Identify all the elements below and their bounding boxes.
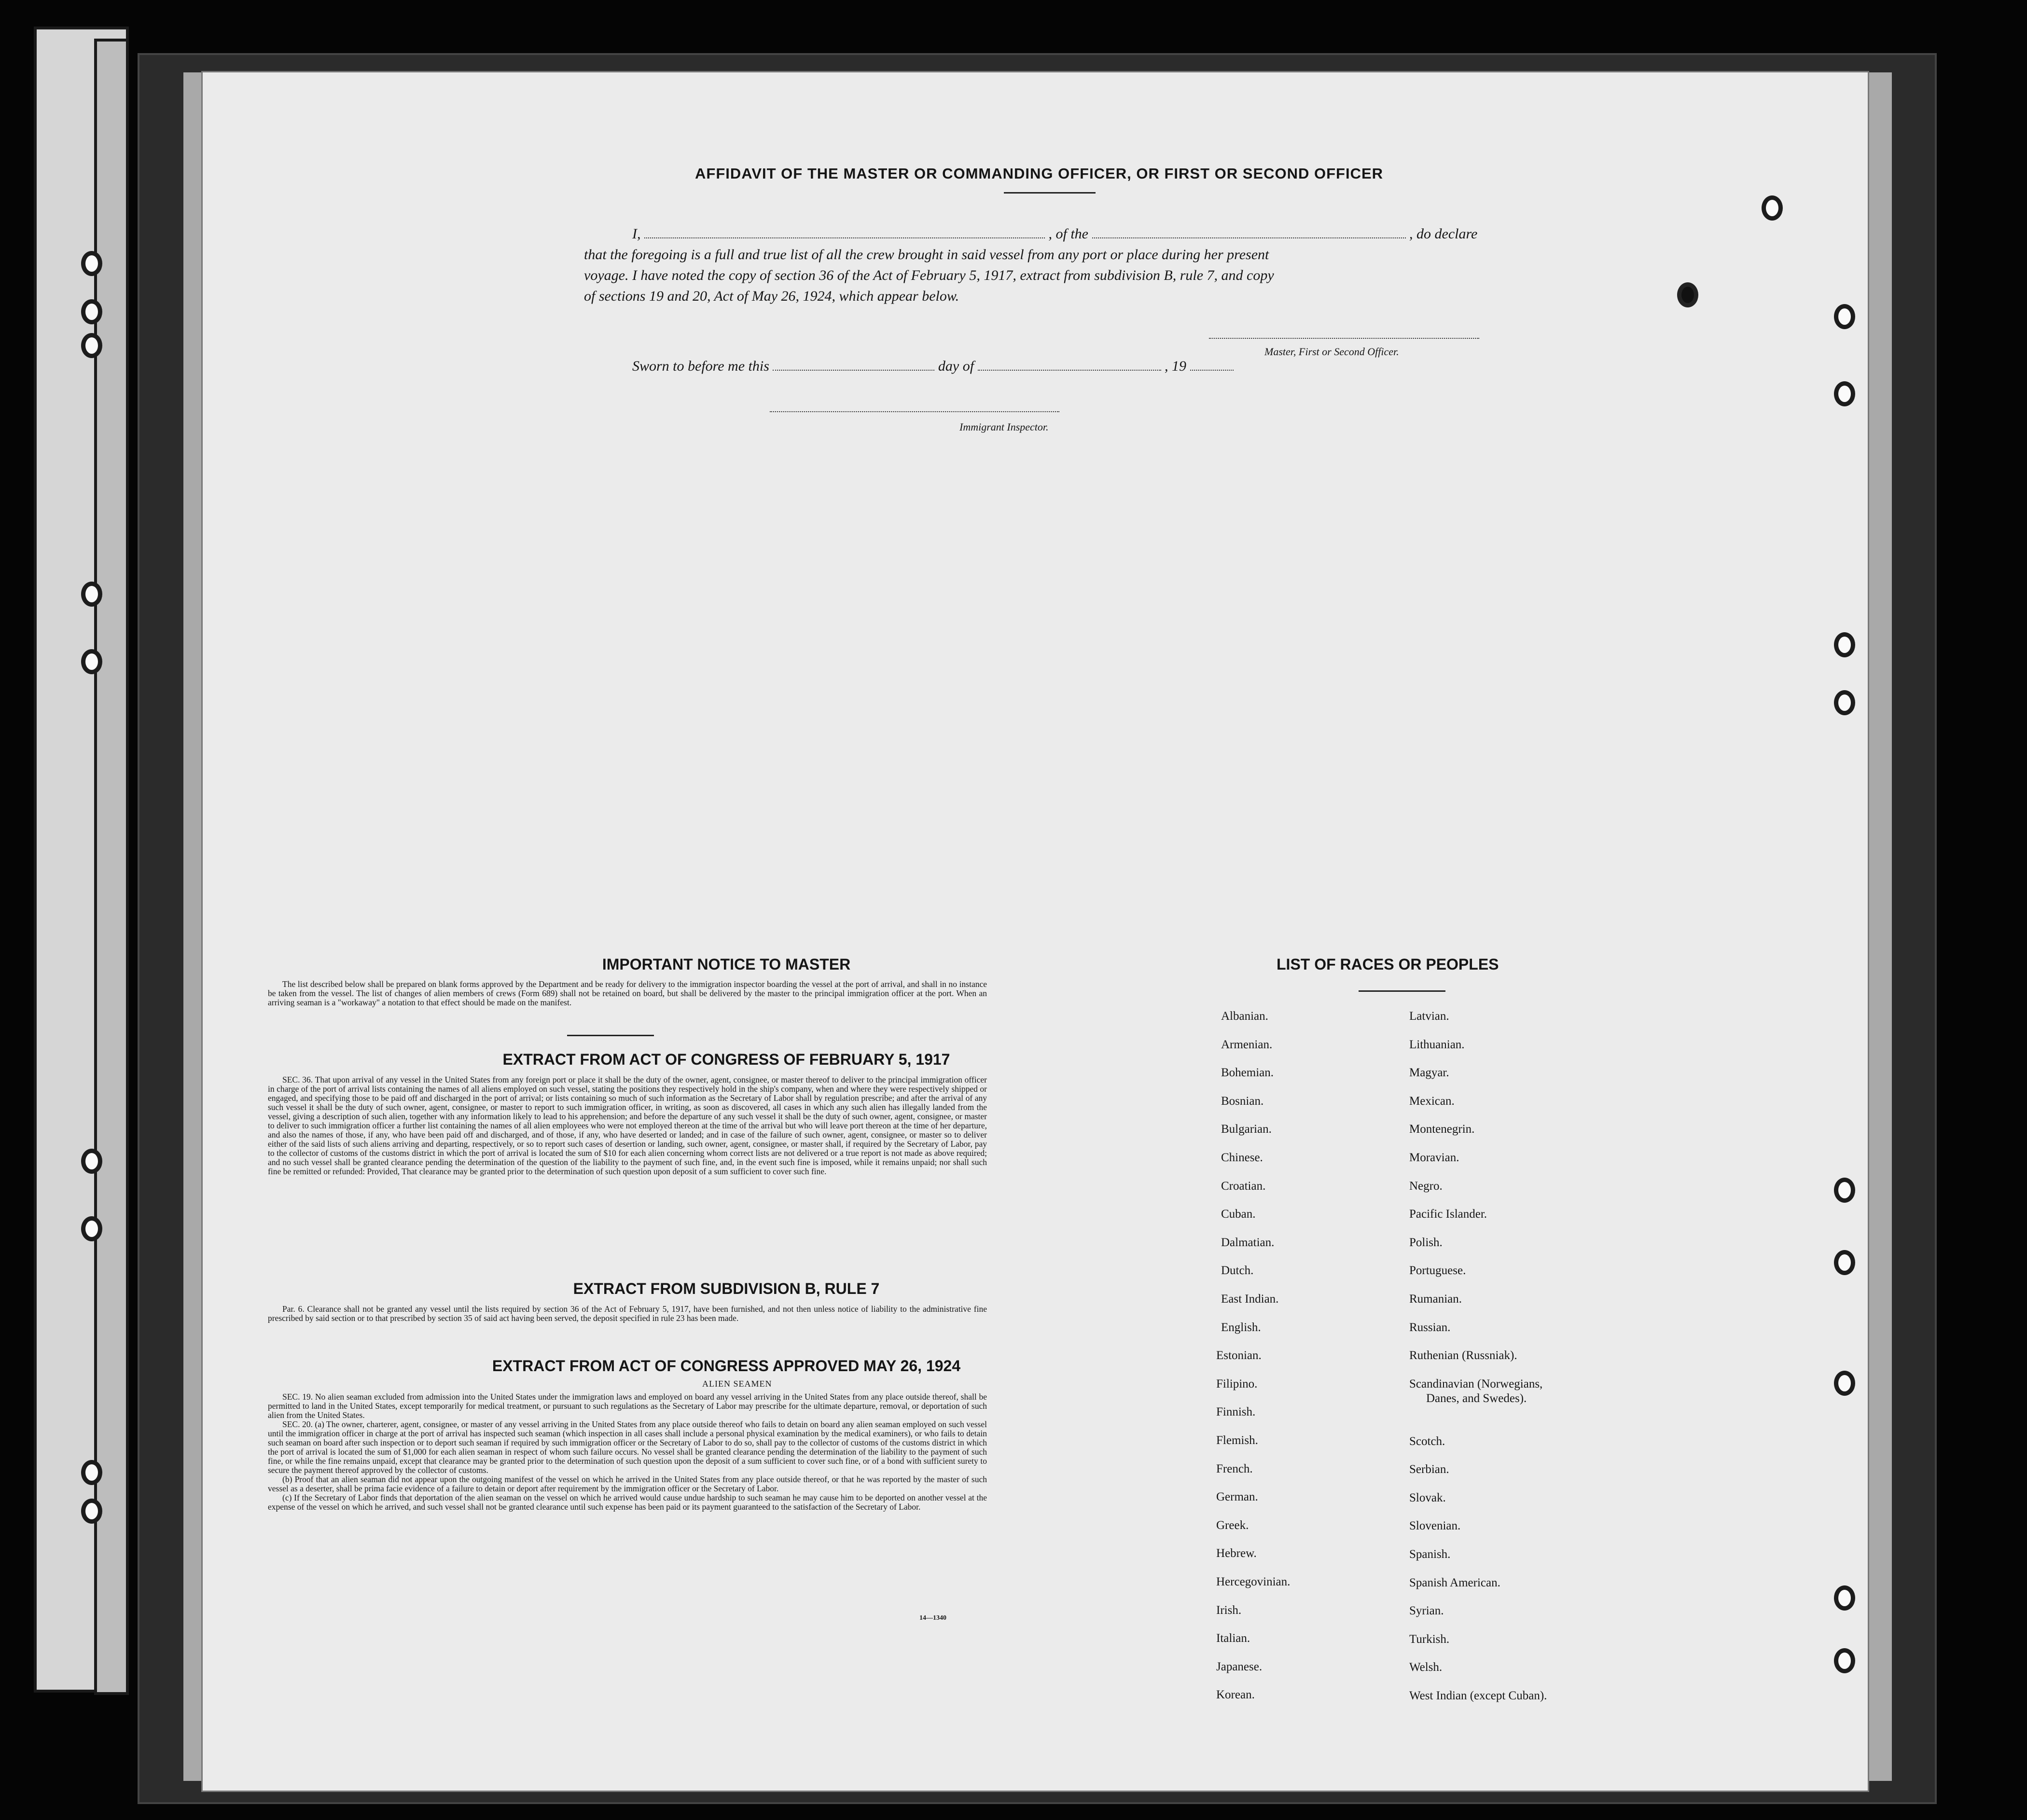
binder-hole-icon [81, 649, 102, 674]
race-item: Hercegovinian. [1216, 1575, 1291, 1588]
race-item: Korean. [1216, 1688, 1255, 1701]
affidavit-line-2: that the foregoing is a full and true list of all the crew brought in said vessel from any port or place during her present [584, 247, 1269, 263]
race-item: Magyar. [1409, 1066, 1449, 1079]
race-item: Italian. [1216, 1632, 1250, 1645]
binder-hole-icon [81, 299, 102, 324]
race-item: Pacific Islander. [1409, 1208, 1487, 1221]
race-item: Armenian. [1221, 1038, 1273, 1051]
race-item: Chinese. [1221, 1151, 1263, 1164]
inspector-signature-line [770, 411, 1059, 412]
race-item: East Indian. [1221, 1292, 1279, 1306]
binder-hole-icon [81, 333, 102, 358]
race-item: German. [1216, 1490, 1258, 1503]
race-item: Mexican. [1409, 1095, 1455, 1108]
binder-hole-icon [81, 1460, 102, 1485]
race-item: English. [1221, 1321, 1261, 1334]
race-item: Rumanian. [1409, 1292, 1462, 1306]
extract-1917-heading: EXTRACT FROM ACT OF CONGRESS OF FEBRUARY 5, 1917 [502, 1051, 950, 1068]
punch-hole-icon [1834, 1178, 1855, 1203]
race-item: Bosnian. [1221, 1095, 1264, 1108]
race-item: French. [1216, 1462, 1253, 1475]
divider [1004, 192, 1096, 194]
race-item: Negro. [1409, 1180, 1443, 1193]
race-item: Lithuanian. [1409, 1038, 1465, 1051]
race-item: Bulgarian. [1221, 1123, 1272, 1136]
race-item: Serbian. [1409, 1463, 1449, 1476]
extract-1924-text [268, 1392, 987, 1512]
divider [567, 1035, 654, 1036]
sec-20b-text: (b) Proof that an alien seaman did not appear upon the outgoing manifest of the vessel on which he arrived in the United States from any place outside thereof, or that he was reported by the master of such vessel as a deserter, shall be prima facie evidence of a failure to detain or deport after requirement by the immigration officer or the Secretary of Labor. [268, 1474, 987, 1493]
race-item: Slovenian. [1409, 1519, 1461, 1532]
race-item: Filipino. [1216, 1377, 1258, 1390]
race-item: Scandinavian (Norwegians, [1409, 1377, 1543, 1390]
extract-rule7-text: Par. 6. Clearance shall not be granted any vessel until the lists required by section 36 of the Act of February 5, 1917, have been furnished, and not then unless notice of liability to the administrative fine prescribed by said section or to that prescribed by section 35 of said act having been served, the deposit specified in rule 23 has been made. [268, 1304, 987, 1323]
inspector-signature-label: Immigrant Inspector. [959, 421, 1049, 433]
punch-hole-icon [1762, 195, 1783, 221]
affidavit-line-1: I, , of the , do declare [632, 226, 1478, 242]
binder-hole-icon [81, 251, 102, 276]
binder-spine-inner [94, 39, 129, 1695]
race-item: Estonian. [1216, 1349, 1262, 1362]
race-item: Montenegrin. [1409, 1123, 1475, 1136]
extract-rule7-heading: EXTRACT FROM SUBDIVISION B, RULE 7 [573, 1280, 880, 1297]
race-item: Albanian. [1221, 1010, 1268, 1023]
race-item: Bohemian. [1221, 1066, 1274, 1079]
binder-hole-icon [81, 1499, 102, 1524]
race-item: West Indian (except Cuban). [1409, 1689, 1547, 1702]
master-signature-label: Master, First or Second Officer. [1264, 346, 1399, 358]
divider [1359, 990, 1445, 992]
race-item: Scotch. [1409, 1435, 1445, 1448]
extract-1917-text: SEC. 36. That upon arrival of any vessel in the United States from any foreign port or place it shall be the duty of the owner, agent, consignee, or master thereof to deliver to the principal immigration officer in charge of the port of arrival lists containing the names of all aliens employed on such vessel, stating the positions they respectively hold in the ship's company, when and where they were respectively shipped or engaged, and specifying those to be paid off and discharged in the port of arrival; or lists containing so much of such information as the Secretary of Labor shall by regulation prescribe; and after the arrival of any such vessel it shall be the duty of such owner, agent, consignee, or master to report to such immigration officer, in writing, as soon as discovered, all cases in which any such alien has illegally landed from the vessel, giving a description of such alien, together with any information likely to lead to his apprehension; and before the departure of any such vessel it shall be the duty of such owner, agent, consignee, or master to deliver to such immigration officer a further list containing the names of all alien employees who were not employed thereon at the time of the arrival but who will leave port thereon at the time of her departure, and also the names of those, if any, who have been paid off and discharged, and of those, if any, who have deserted or landed; and in case of the failure of such owner, agent, consignee, or master so to deliver either of the said lists of such aliens arriving and departing, respectively, or so to report such cases of desertion or landing, such owner, agent, consignee, or master shall, if required by the Secretary of Labor, pay to the collector of customs of the customs district in which the port of arrival is located the sum of $10 for each alien concerning whom correct lists are not delivered or a true report is not made as above required; and no such vessel shall be granted clearance pending the determination of the question of the liability to the payment of such fine, and, in the event such fine is imposed, while it remains unpaid; nor shall such fine be remitted or refunded: Provided, That clearance may be granted prior to the determination of such question upon deposit of a sum sufficient to cover such fine. [268, 1075, 987, 1176]
race-item: Irish. [1216, 1604, 1242, 1617]
binder-hole-icon [81, 1149, 102, 1174]
sworn-line: Sworn to before me this day of , 19 [632, 358, 1234, 375]
race-item: Russian. [1409, 1321, 1451, 1334]
race-item-continuation: Danes, and Swedes). [1426, 1392, 1527, 1405]
punch-hole-icon [1834, 690, 1855, 715]
punch-hole-icon [1677, 282, 1698, 307]
races-heading: LIST OF RACES OR PEOPLES [1277, 956, 1499, 973]
race-item: Spanish American. [1409, 1576, 1500, 1589]
race-item: Moravian. [1409, 1151, 1459, 1164]
race-item: Slovak. [1409, 1491, 1446, 1504]
binder-hole-icon [81, 582, 102, 607]
race-item: Dalmatian. [1221, 1236, 1275, 1249]
race-item: Flemish. [1216, 1434, 1258, 1447]
punch-hole-icon [1834, 304, 1855, 329]
binder-hole-icon [81, 1216, 102, 1241]
affidavit-heading: AFFIDAVIT OF THE MASTER OR COMMANDING OFFICER, OR FIRST OR SECOND OFFICER [695, 165, 1384, 182]
race-item: Japanese. [1216, 1660, 1263, 1673]
extract-1924-heading: EXTRACT FROM ACT OF CONGRESS APPROVED MAY 26, 1924 [492, 1357, 961, 1375]
sec-20a-text: SEC. 20. (a) The owner, charterer, agent, consignee, or master of any vessel arriving in the United States from any place outside thereof who fails to detain on board any alien seaman employed on such vessel until the immigration officer in charge at the port of arrival has inspected such seaman (which inspection in all cases shall include a personal physical examination by the medical examiners), or who fails to detain such seaman on board after such inspection or to deport such seaman if required by such immigration officer or the Secretary of Labor to do so, shall pay to the collector of customs of the customs district in which the port of arrival is located the sum of $1,000 for each alien seaman in respect of whom such failure occurs. No vessel shall be granted clearance pending the determination of the liability to the payment of such fine, or while the fine remains unpaid, except that clearance may be granted prior to the determination of such question upon the deposit of a sum sufficient to cover such fine, or of a bond with sufficient surety to secure the payment thereof approved by the collector of customs. [268, 1419, 987, 1475]
affidavit-line-3: voyage. I have noted the copy of section 36 of the Act of February 5, 1917, extract from subdivision B, rule 7, and copy [584, 267, 1274, 283]
alien-seamen-subheading: ALIEN SEAMEN [702, 1379, 772, 1389]
race-item: Turkish. [1409, 1633, 1450, 1646]
race-item: Cuban. [1221, 1208, 1256, 1221]
punch-hole-icon [1834, 1250, 1855, 1275]
punch-hole-icon [1834, 1648, 1855, 1673]
notice-text: The list described below shall be prepared on blank forms approved by the Department and be ready for delivery to the immigration inspector boarding the vessel at the port of arrival, and shall in no instance be taken from the vessel. The list of changes of alien members of crews (Form 689) shall not be retained on board, but shall be delivered by the master to the principal immigration officer at the port. When an arriving seaman is a "workaway" a notation to that effect should be made on the manifest. [268, 979, 987, 1007]
notice-heading: IMPORTANT NOTICE TO MASTER [602, 956, 851, 973]
race-item: Finnish. [1216, 1405, 1256, 1418]
race-item: Polish. [1409, 1236, 1443, 1249]
punch-hole-icon [1834, 632, 1855, 657]
punch-hole-icon [1834, 1371, 1855, 1396]
punch-hole-icon [1834, 1585, 1855, 1611]
race-item: Ruthenian (Russniak). [1409, 1349, 1517, 1362]
punch-hole-icon [1834, 381, 1855, 406]
race-item: Hebrew. [1216, 1547, 1257, 1560]
master-signature-line [1209, 338, 1479, 339]
affidavit-line-4: of sections 19 and 20, Act of May 26, 1924, which appear below. [584, 288, 959, 304]
sec-20c-text: (c) If the Secretary of Labor finds that deportation of the alien seaman on the vessel on which he arrived would cause undue hardship to such seaman he may cause him to be deported on another vessel at the expense of the vessel on which he arrived, and such vessel shall not be granted clearance until such expense has been paid or its payment guaranteed to the satisfaction of the Secretary of Labor. [268, 1493, 987, 1512]
race-item: Syrian. [1409, 1604, 1444, 1617]
document-page [203, 72, 1868, 1791]
race-item: Greek. [1216, 1519, 1249, 1532]
race-item: Croatian. [1221, 1180, 1266, 1193]
sec-19-text: SEC. 19. No alien seaman excluded from admission into the United States under the immigration laws and employed on board any vessel arriving in the United States from any place outside thereof, shall be permitted to land in the United States, except temporarily for medical treatment, or pursuant to such regulations as the Secretary of Labor may prescribe for the ultimate departure, removal, or deportation of such alien from the United States. [268, 1392, 987, 1420]
race-item: Latvian. [1409, 1010, 1449, 1023]
race-item: Dutch. [1221, 1264, 1254, 1277]
form-number: 14—1340 [919, 1614, 946, 1622]
race-item: Spanish. [1409, 1548, 1451, 1561]
race-item: Portuguese. [1409, 1264, 1466, 1277]
race-item: Welsh. [1409, 1661, 1443, 1674]
